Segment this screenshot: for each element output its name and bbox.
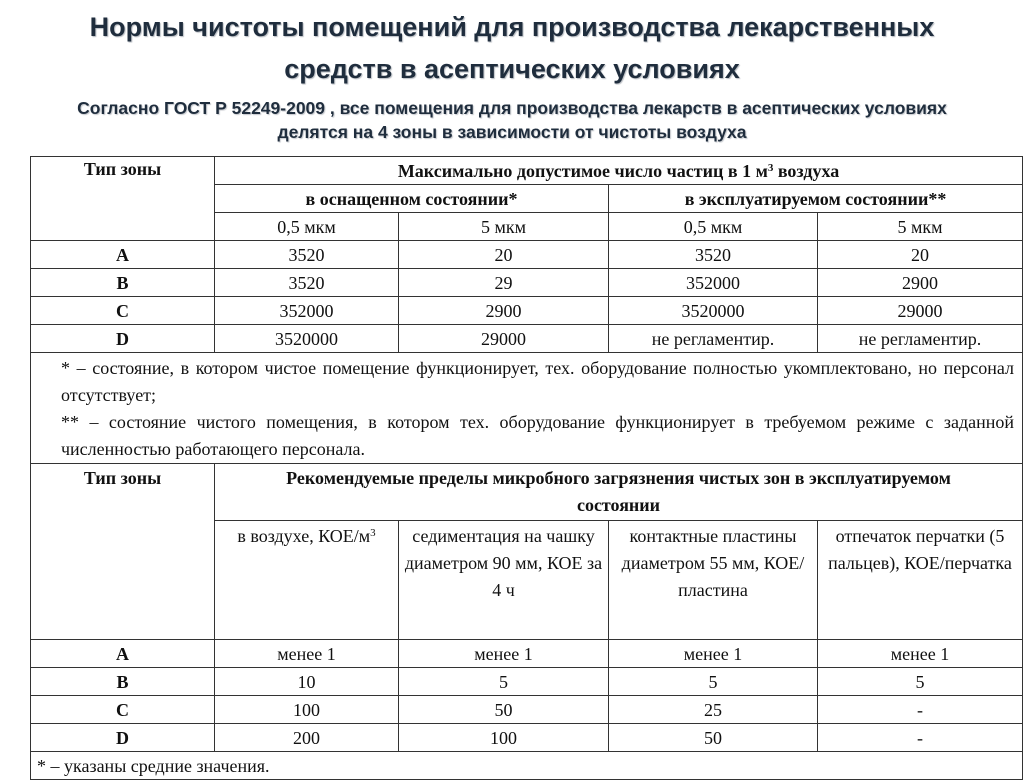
zone-label: D [31,325,215,353]
microbes-value: 50 [609,724,818,752]
particles-row-b [31,269,1023,297]
zone-label: C [31,696,215,724]
microbes-value: - [818,696,1023,724]
microbes-value: 5 [399,668,609,696]
state-operating-header: в эксплуатируемом состоянии** [609,185,1023,213]
particles-value: не регламентир. [818,325,1023,353]
microbes-value: - [818,724,1023,752]
particle-size: 0,5 мкм [215,213,399,241]
method-air: в воздухе, КОЕ/$м^3$ [215,521,399,640]
particles-notes-row [31,353,1023,464]
zone-type-header: Тип зоны [31,157,215,241]
state-equipped-header: в оснащенном состоянии* [215,185,609,213]
particles-value: 2900 [818,269,1023,297]
particle-size: 5 мкм [399,213,609,241]
zone-label: B [31,269,215,297]
microbes-row-a [31,640,1023,668]
zone-label: A [31,241,215,269]
particles-value: 3520000 [215,325,399,353]
particles-value: 20 [818,241,1023,269]
particle-size: 0,5 мкм [609,213,818,241]
microbes-value: менее 1 [609,640,818,668]
particles-header-row [31,157,1023,185]
zone-label: C [31,297,215,325]
microbes-value: 50 [399,696,609,724]
particles-value: 352000 [215,297,399,325]
microbes-value: 100 [399,724,609,752]
particles-value: 29000 [818,297,1023,325]
note-equipped: * – состояние, в котором чистое помещение функционирует, тех. оборудование полностью укомплектовано, но персонал отсутствует; [61,358,1015,405]
zone-type-header: Тип зоны [31,464,215,640]
microbes-footnote: * – указаны средние значения. [31,752,1023,780]
particles-value: 3520000 [609,297,818,325]
subtitle-line-2: делятся на 4 зоны в зависимости от чистоты воздуха [277,122,747,142]
microbes-value: 200 [215,724,399,752]
particles-value: 3520 [215,241,399,269]
page-title [0,10,1024,86]
max-particles-header: Максимально допустимое число частиц в 1 $м^3$ воздуха [215,157,1023,185]
method-contact-plates: контактные пластины диаметром 55 мм, КОЕ/пластина [609,521,818,640]
method-sedimentation: седиментация на чашку диаметром 90 мм, КОЕ за 4 ч [399,521,609,640]
microbes-row-d [31,724,1023,752]
microbes-value: 10 [215,668,399,696]
microbes-value: 100 [215,696,399,724]
zone-label: B [31,668,215,696]
particles-value: 29 [399,269,609,297]
method-glove-print: отпечаток перчатки (5 пальцев), КОЕ/перчатка [818,521,1023,640]
particles-row-c [31,297,1023,325]
particles-value: 2900 [399,297,609,325]
particles-value: 352000 [609,269,818,297]
zone-label: A [31,640,215,668]
particles-value: 3520 [215,269,399,297]
microbes-value: 25 [609,696,818,724]
microbes-value: менее 1 [399,640,609,668]
particles-value: 29000 [399,325,609,353]
particles-row-d [31,325,1023,353]
microbes-value: менее 1 [818,640,1023,668]
microbes-value: 5 [609,668,818,696]
microbes-row-b [31,668,1023,696]
particles-value: 20 [399,241,609,269]
microbes-value: менее 1 [215,640,399,668]
cleanliness-norms-table [30,156,1023,780]
microbes-header-row [31,464,1023,521]
particles-notes [31,353,1023,464]
microbes-footnote-row [31,752,1023,780]
particle-size: 5 мкм [818,213,1023,241]
microbes-row-c [31,696,1023,724]
particles-value: 3520 [609,241,818,269]
particles-value: не регламентир. [609,325,818,353]
subtitle-line-1: Согласно ГОСТ Р 52249-2009 , все помещения для производства лекарств в асептических условиях [77,98,947,118]
title-line-1: Нормы чистоты помещений для производства лекарственных [89,12,935,42]
zone-label: D [31,724,215,752]
microbes-header: Рекомендуемые пределы микробного загрязнения чистых зон в эксплуатируемом состоянии [215,464,1023,521]
note-operating: ** – состояние чистого помещения, в котором тех. оборудование функционирует в требуемом режиме с заданной численностью работающего персонала. [61,412,1015,459]
microbes-value: 5 [818,668,1023,696]
title-line-2: средств в асептических условиях [284,54,740,84]
subtitle [0,96,1024,144]
particles-row-a [31,241,1023,269]
